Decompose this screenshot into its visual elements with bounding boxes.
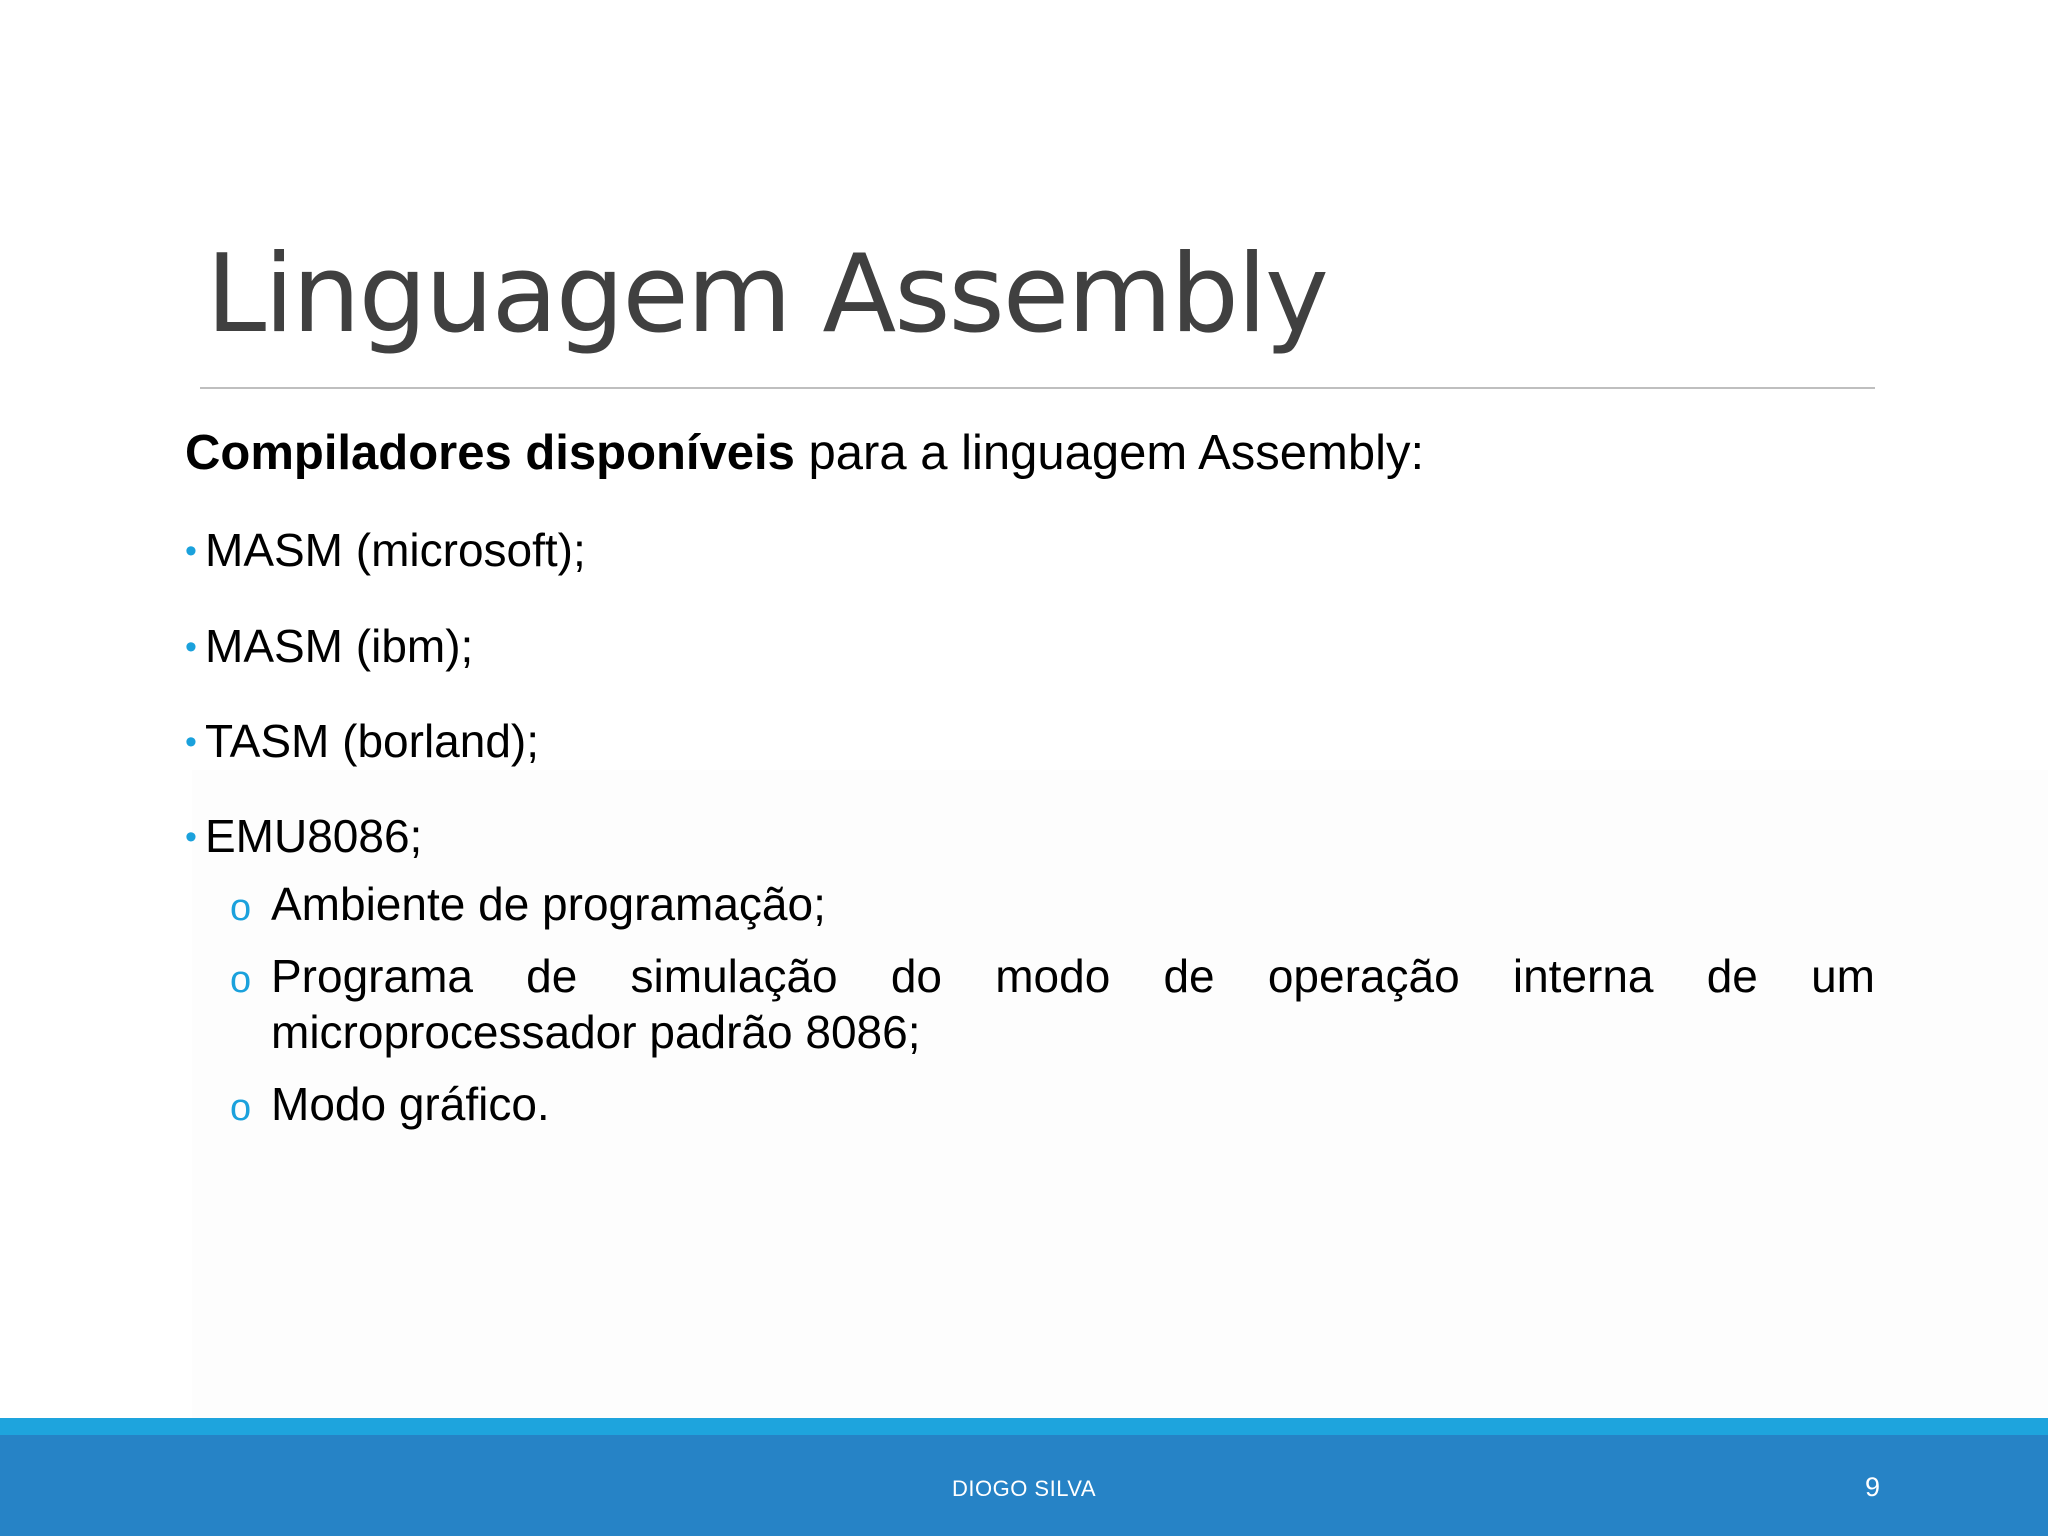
sub-bullet-item — [230, 948, 1875, 1060]
sub-bullet-item — [230, 1076, 1875, 1132]
footer-author: DIOGO SILVA — [951, 1476, 1097, 1501]
sub-bullet-text: Ambiente de programação; — [271, 878, 826, 930]
intro-regular-text: para a linguagem Assembly: — [794, 426, 1425, 480]
circle-bullet-icon: o — [230, 959, 252, 1001]
bullet-text: EMU8086; — [205, 810, 423, 862]
circle-bullet-icon: o — [230, 887, 252, 929]
bullet-dot-icon: • — [185, 723, 197, 761]
sub-bullet-text: Modo gráfico. — [271, 1078, 550, 1130]
bullet-dot-icon: • — [185, 628, 197, 666]
sub-bullet-item — [230, 876, 1875, 932]
bullet-text: TASM (borland); — [205, 715, 540, 767]
sub-bullet-text: Programa de simulação do modo de operação interna de um microprocessador padrão 8086; — [271, 950, 1875, 1058]
bullet-dot-icon: • — [185, 532, 197, 570]
footer-accent-stripe — [0, 1418, 2048, 1435]
title-divider — [200, 387, 1875, 389]
slide-title: Linguagem Assembly — [206, 232, 1327, 357]
bullet-text: MASM (ibm); — [205, 620, 474, 672]
intro-line — [185, 422, 1424, 484]
bullet-item — [185, 617, 473, 676]
circle-bullet-icon: o — [230, 1087, 252, 1129]
bullet-item — [185, 521, 586, 580]
bullet-item — [185, 712, 539, 771]
bullet-item — [185, 807, 422, 866]
bullet-dot-icon: • — [185, 818, 197, 856]
page-number: 9 — [1864, 1472, 1880, 1502]
intro-bold-text: Compiladores disponíveis — [185, 426, 795, 480]
bullet-text: MASM (microsoft); — [205, 524, 586, 576]
